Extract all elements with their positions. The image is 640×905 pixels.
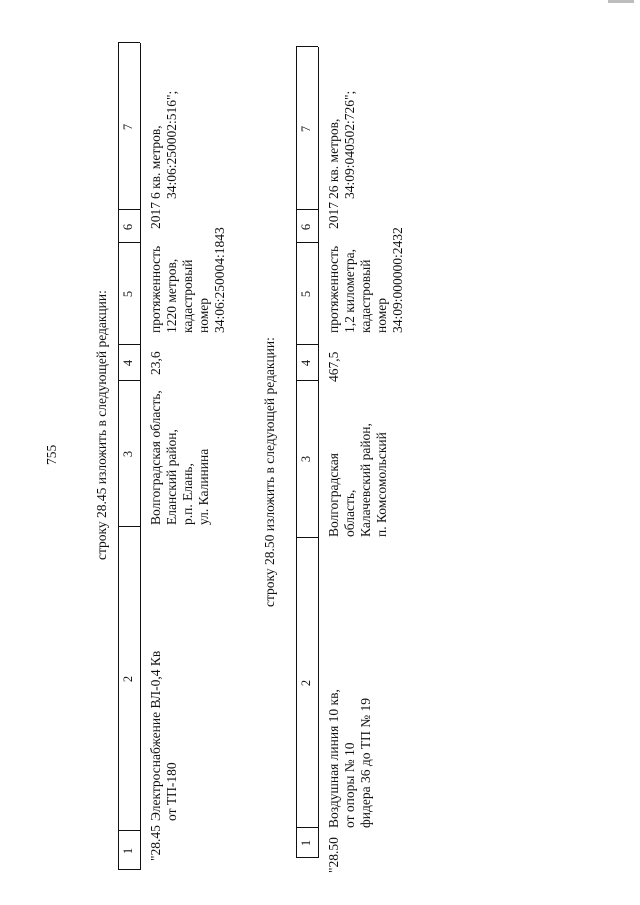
table-1-top-border xyxy=(118,43,119,870)
row-1-address: Волгоградская область, Еланский район, р.п. Елань, ул. Калинина xyxy=(148,390,211,525)
row-2-address: Волгоградская область, Калачевский район, п. Комсомольский xyxy=(326,423,389,537)
table-1-col-divider xyxy=(118,209,140,210)
table-1-col-divider xyxy=(118,344,140,345)
table-1-header-5: 5 xyxy=(121,290,135,298)
row-1-value: 23,6 xyxy=(148,351,163,375)
table-1-header-border xyxy=(140,43,141,870)
page-number: 755 xyxy=(44,444,59,465)
row-2-value: 467,5 xyxy=(326,351,341,382)
table-2-header-2: 2 xyxy=(299,679,313,687)
row-1-number: "28.45 xyxy=(148,825,163,861)
table-2-col-divider xyxy=(296,242,318,243)
table-1-col-divider xyxy=(118,42,140,43)
table-2-col-divider xyxy=(296,344,318,345)
table-1-header-2: 2 xyxy=(121,675,135,683)
table-2-header-7: 7 xyxy=(299,125,313,133)
table-2-header-6: 6 xyxy=(299,223,313,231)
table-2-top-border xyxy=(296,47,297,858)
table-2-header-1: 1 xyxy=(299,839,313,847)
table-1-col-divider xyxy=(118,242,140,243)
row-1-note: 6 кв. метров, 34:06:250002:516"; xyxy=(148,90,179,199)
table-1-col-divider xyxy=(118,830,140,831)
section-1-intro: строку 28.45 изложить в следующей редакции: xyxy=(94,290,109,560)
row-1-name: Электроснабжение ВЛ-0,4 Кв от ТП-180 xyxy=(148,650,179,821)
table-2-col-divider xyxy=(296,827,318,828)
section-2-intro: строку 28.50 изложить в следующей редакции: xyxy=(262,337,277,607)
row-2-number: "28.50 xyxy=(326,837,341,873)
table-2-header-5: 5 xyxy=(299,290,313,298)
table-2-header-4: 4 xyxy=(299,359,313,367)
row-1-year: 2017 xyxy=(148,202,163,229)
table-1-header-4: 4 xyxy=(121,359,135,367)
row-2-name: Воздушная линия 10 кв, от опоры № 10 фидера 36 до ТП № 19 xyxy=(326,689,373,828)
table-2-header-border xyxy=(318,47,319,858)
table-2-col-divider xyxy=(296,857,318,858)
row-1-description: протяженность 1220 метров, кадастровый номер 34:06:250004:1843 xyxy=(148,227,227,333)
table-1-header-7: 7 xyxy=(121,123,135,131)
table-2-col-divider xyxy=(296,537,318,538)
table-1-header-3: 3 xyxy=(121,450,135,458)
table-1-col-divider xyxy=(118,380,140,381)
row-2-description: протяженность 1,2 километра, кадастровый номер 34:09:000000:2432 xyxy=(326,227,405,333)
table-1-col-divider xyxy=(118,869,140,870)
table-2-col-divider xyxy=(296,380,318,381)
table-2-header-3: 3 xyxy=(299,455,313,463)
row-2-note: 26 кв. метров, 34:09:040502:726"; xyxy=(326,90,357,199)
table-2-col-divider xyxy=(296,209,318,210)
row-2-year: 2017 xyxy=(326,202,341,229)
table-2-col-divider xyxy=(296,46,318,47)
table-1-header-1: 1 xyxy=(121,847,135,855)
table-1-col-divider xyxy=(118,526,140,527)
table-1-header-6: 6 xyxy=(121,223,135,231)
